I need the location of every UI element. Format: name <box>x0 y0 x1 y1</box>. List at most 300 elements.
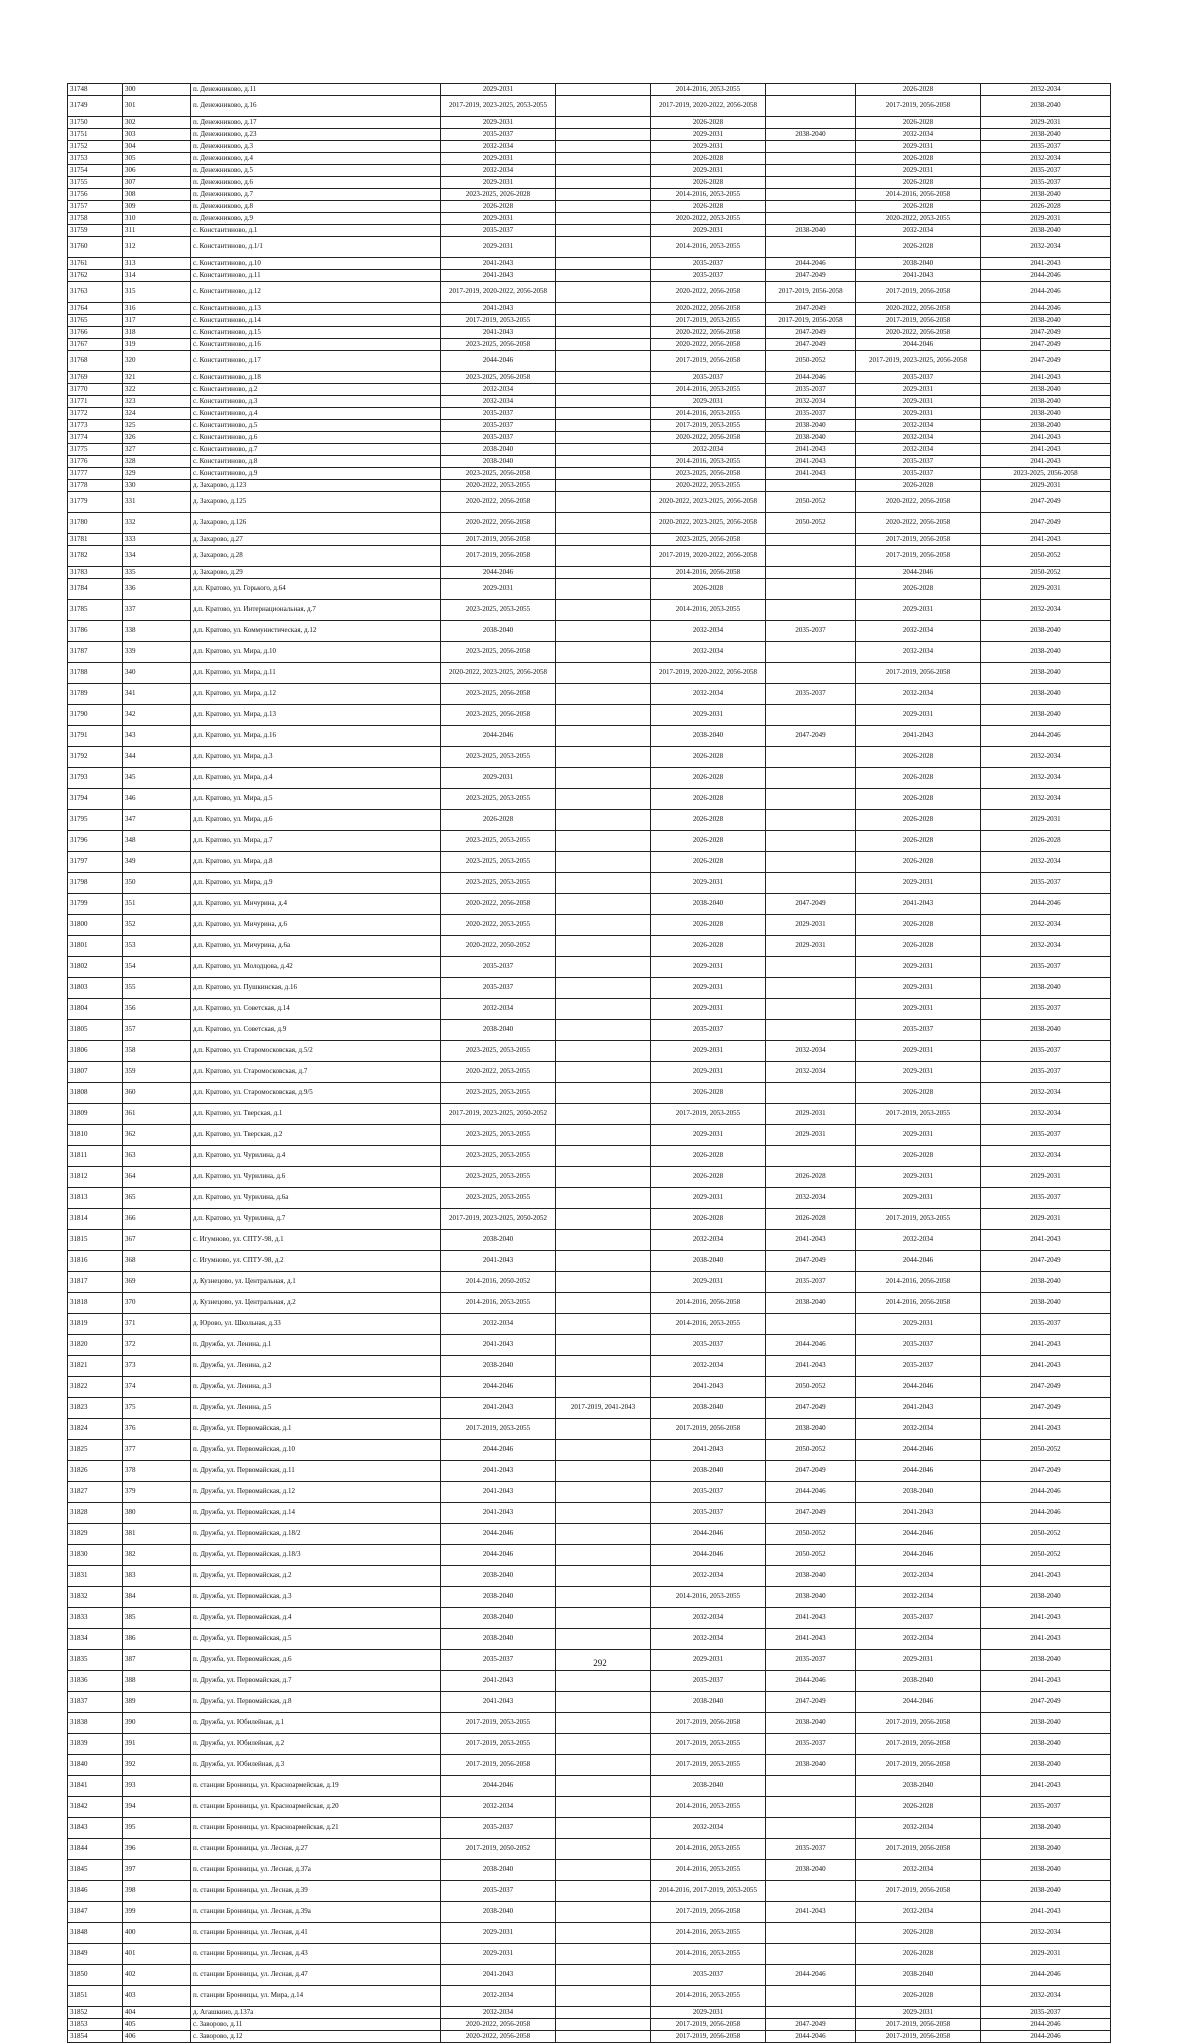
cell-row-number: 336 <box>123 579 191 600</box>
cell-period-col-6: 2029-2031 <box>981 1167 1111 1188</box>
cell-address: с. Константиново, д.1/1 <box>191 237 441 258</box>
cell-period-col-3: 2029-2031 <box>651 1041 766 1062</box>
cell-period-col-4: 2035-2037 <box>766 684 856 705</box>
cell-period-col-2 <box>556 1167 651 1188</box>
table-row <box>68 213 1111 225</box>
cell-address: д.п. Кратово, ул. Мира, д.13 <box>191 705 441 726</box>
cell-row-number: 342 <box>123 705 191 726</box>
cell-address: д.п. Кратово, ул. Мира, д.7 <box>191 831 441 852</box>
cell-period-col-6: 2041-2043 <box>981 1671 1111 1692</box>
cell-period-col-6: 2032-2034 <box>981 936 1111 957</box>
cell-period-col-6: 2035-2037 <box>981 1125 1111 1146</box>
cell-period-col-4: 2038-2040 <box>766 1713 856 1734</box>
table-row <box>68 258 1111 270</box>
cell-period-col-6: 2038-2040 <box>981 705 1111 726</box>
cell-period-col-2 <box>556 1419 651 1440</box>
cell-period-col-2 <box>556 894 651 915</box>
cell-period-col-3: 2014-2016, 2053-2055 <box>651 408 766 420</box>
cell-period-col-6: 2035-2037 <box>981 165 1111 177</box>
cell-row-number: 343 <box>123 726 191 747</box>
cell-record-id: 31834 <box>68 1629 123 1650</box>
cell-record-id: 31825 <box>68 1440 123 1461</box>
cell-period-col-4: 2038-2040 <box>766 1587 856 1608</box>
cell-row-number: 345 <box>123 768 191 789</box>
cell-record-id: 31776 <box>68 456 123 468</box>
cell-period-col-5: 2029-2031 <box>856 141 981 153</box>
cell-period-col-4 <box>766 546 856 567</box>
cell-address: д.п. Кратово, ул. Мира, д.6 <box>191 810 441 831</box>
cell-period-col-3: 2017-2019, 2020-2022, 2056-2058 <box>651 96 766 117</box>
cell-address: д.п. Кратово, ул. Мира, д.10 <box>191 642 441 663</box>
cell-period-col-5: 2026-2028 <box>856 915 981 936</box>
cell-period-col-1: 2038-2040 <box>441 1230 556 1251</box>
cell-period-col-2 <box>556 270 651 282</box>
cell-address: д.п. Кратово, ул. Мира, д.11 <box>191 663 441 684</box>
cell-period-col-2 <box>556 1083 651 1104</box>
cell-period-col-1: 2044-2046 <box>441 1545 556 1566</box>
cell-period-col-3: 2017-2019, 2056-2058 <box>651 351 766 372</box>
cell-record-id: 31810 <box>68 1125 123 1146</box>
table-row <box>68 1965 1111 1986</box>
cell-record-id: 31787 <box>68 642 123 663</box>
table-body <box>68 84 1111 2043</box>
cell-record-id: 31840 <box>68 1755 123 1776</box>
cell-record-id: 31848 <box>68 1923 123 1944</box>
cell-row-number: 358 <box>123 1041 191 1062</box>
cell-period-col-1: 2041-2043 <box>441 1482 556 1503</box>
cell-record-id: 31841 <box>68 1776 123 1797</box>
cell-period-col-3: 2038-2040 <box>651 1461 766 1482</box>
cell-period-col-1: 2023-2025, 2053-2055 <box>441 789 556 810</box>
cell-period-col-2 <box>556 1986 651 2007</box>
cell-period-col-5: 2029-2031 <box>856 1188 981 1209</box>
cell-record-id: 31766 <box>68 327 123 339</box>
cell-period-col-5: 2017-2019, 2056-2058 <box>856 1734 981 1755</box>
cell-period-col-3: 2014-2016, 2053-2055 <box>651 1314 766 1335</box>
cell-period-col-5: 2029-2031 <box>856 705 981 726</box>
table-row <box>68 270 1111 282</box>
cell-address: п. Дружба, ул. Ленина, д.2 <box>191 1356 441 1377</box>
cell-row-number: 331 <box>123 492 191 513</box>
cell-row-number: 324 <box>123 408 191 420</box>
cell-period-col-1: 2020-2022, 2056-2058 <box>441 513 556 534</box>
cell-period-col-1: 2029-2031 <box>441 579 556 600</box>
cell-period-col-1: 2023-2025, 2053-2055 <box>441 1146 556 1167</box>
cell-period-col-6: 2044-2046 <box>981 1965 1111 1986</box>
cell-period-col-3: 2029-2031 <box>651 957 766 978</box>
cell-period-col-1: 2041-2043 <box>441 258 556 270</box>
cell-period-col-2 <box>556 1902 651 1923</box>
cell-period-col-2 <box>556 189 651 201</box>
cell-record-id: 31833 <box>68 1608 123 1629</box>
table-row <box>68 1125 1111 1146</box>
cell-period-col-1: 2029-2031 <box>441 84 556 96</box>
cell-period-col-2 <box>556 1965 651 1986</box>
cell-row-number: 316 <box>123 303 191 315</box>
cell-record-id: 31791 <box>68 726 123 747</box>
cell-period-col-4 <box>766 153 856 165</box>
cell-record-id: 31796 <box>68 831 123 852</box>
cell-period-col-1: 2038-2040 <box>441 1020 556 1041</box>
cell-period-col-3: 2032-2034 <box>651 621 766 642</box>
cell-period-col-3: 2014-2016, 2053-2055 <box>651 1839 766 1860</box>
cell-period-col-4 <box>766 768 856 789</box>
cell-period-col-2 <box>556 327 651 339</box>
cell-record-id: 31756 <box>68 189 123 201</box>
cell-period-col-1: 2044-2046 <box>441 1776 556 1797</box>
cell-period-col-1: 2038-2040 <box>441 1608 556 1629</box>
cell-period-col-5: 2026-2028 <box>856 1944 981 1965</box>
cell-row-number: 390 <box>123 1713 191 1734</box>
cell-period-col-2 <box>556 1461 651 1482</box>
cell-period-col-4 <box>766 831 856 852</box>
cell-period-col-5: 2029-2031 <box>856 165 981 177</box>
cell-period-col-5: 2017-2019, 2056-2058 <box>856 96 981 117</box>
cell-period-col-2 <box>556 747 651 768</box>
cell-period-col-5: 2032-2034 <box>856 129 981 141</box>
cell-period-col-4: 2047-2049 <box>766 327 856 339</box>
table-row <box>68 978 1111 999</box>
cell-period-col-5: 2017-2019, 2056-2058 <box>856 1881 981 1902</box>
cell-row-number: 326 <box>123 432 191 444</box>
cell-period-col-1: 2020-2022, 2053-2055 <box>441 480 556 492</box>
cell-row-number: 327 <box>123 444 191 456</box>
cell-period-col-2 <box>556 621 651 642</box>
cell-address: д. Кузнецово, ул. Центральная, д.2 <box>191 1293 441 1314</box>
cell-period-col-4 <box>766 747 856 768</box>
cell-period-col-2 <box>556 567 651 579</box>
cell-row-number: 335 <box>123 567 191 579</box>
cell-period-col-3: 2014-2016, 2053-2055 <box>651 1860 766 1881</box>
cell-period-col-2 <box>556 2019 651 2031</box>
cell-period-col-5: 2020-2022, 2056-2058 <box>856 303 981 315</box>
cell-address: п. Дружба, ул. Юбилейная, д.3 <box>191 1755 441 1776</box>
cell-row-number: 362 <box>123 1125 191 1146</box>
cell-row-number: 376 <box>123 1419 191 1440</box>
cell-address: д. Захарово, д.125 <box>191 492 441 513</box>
cell-period-col-4 <box>766 84 856 96</box>
cell-address: с. Константиново, д.17 <box>191 351 441 372</box>
cell-period-col-1: 2038-2040 <box>441 1587 556 1608</box>
cell-row-number: 397 <box>123 1860 191 1881</box>
cell-period-col-3: 2014-2016, 2053-2055 <box>651 237 766 258</box>
cell-period-col-6: 2038-2040 <box>981 1293 1111 1314</box>
cell-address: п. Денежниково, д.7 <box>191 189 441 201</box>
table-row <box>68 315 1111 327</box>
cell-record-id: 31852 <box>68 2007 123 2019</box>
cell-period-col-3: 2014-2016, 2053-2055 <box>651 189 766 201</box>
cell-row-number: 302 <box>123 117 191 129</box>
cell-period-col-1: 2020-2022, 2056-2058 <box>441 2031 556 2043</box>
cell-period-col-2 <box>556 129 651 141</box>
cell-period-col-1: 2038-2040 <box>441 1356 556 1377</box>
cell-period-col-2 <box>556 432 651 444</box>
cell-address: п. Дружба, ул. Ленина, д.5 <box>191 1398 441 1419</box>
cell-period-col-6: 2032-2034 <box>981 1986 1111 2007</box>
cell-period-col-6: 2041-2043 <box>981 432 1111 444</box>
cell-period-col-4: 2026-2028 <box>766 1167 856 1188</box>
table-row <box>68 1146 1111 1167</box>
table-row <box>68 165 1111 177</box>
cell-period-col-5: 2041-2043 <box>856 894 981 915</box>
cell-period-col-1: 2023-2025, 2053-2055 <box>441 747 556 768</box>
cell-period-col-5: 2041-2043 <box>856 1503 981 1524</box>
cell-address: с. Константиново, д.9 <box>191 468 441 480</box>
cell-row-number: 350 <box>123 873 191 894</box>
cell-period-col-1: 2023-2025, 2056-2058 <box>441 372 556 384</box>
cell-period-col-3: 2035-2037 <box>651 1482 766 1503</box>
cell-period-col-2 <box>556 1020 651 1041</box>
cell-address: п. Дружба, ул. Первомайская, д.14 <box>191 1503 441 1524</box>
cell-period-col-6: 2032-2034 <box>981 84 1111 96</box>
cell-period-col-6: 2041-2043 <box>981 1629 1111 1650</box>
cell-address: д.п. Кратово, ул. Чурилина, д.7 <box>191 1209 441 1230</box>
cell-address: п. станции Бронницы, ул. Красноармейская, д.19 <box>191 1776 441 1797</box>
table-row <box>68 1923 1111 1944</box>
cell-period-col-1: 2044-2046 <box>441 1377 556 1398</box>
cell-row-number: 405 <box>123 2019 191 2031</box>
cell-period-col-2 <box>556 1062 651 1083</box>
cell-period-col-4 <box>766 213 856 225</box>
cell-row-number: 354 <box>123 957 191 978</box>
cell-row-number: 332 <box>123 513 191 534</box>
cell-period-col-1: 2023-2025, 2056-2058 <box>441 339 556 351</box>
cell-address: п. Дружба, ул. Первомайская, д.12 <box>191 1482 441 1503</box>
cell-row-number: 328 <box>123 456 191 468</box>
cell-period-col-3: 2032-2034 <box>651 1566 766 1587</box>
cell-period-col-4: 2047-2049 <box>766 2019 856 2031</box>
cell-record-id: 31797 <box>68 852 123 873</box>
cell-row-number: 364 <box>123 1167 191 1188</box>
cell-period-col-2 <box>556 492 651 513</box>
cell-period-col-2 <box>556 372 651 384</box>
cell-period-col-3: 2026-2028 <box>651 852 766 873</box>
cell-row-number: 357 <box>123 1020 191 1041</box>
cell-period-col-5: 2044-2046 <box>856 1251 981 1272</box>
cell-row-number: 341 <box>123 684 191 705</box>
cell-address: д.п. Кратово, ул. Мира, д.4 <box>191 768 441 789</box>
cell-address: д.п. Кратово, ул. Мичурина, д.4 <box>191 894 441 915</box>
cell-row-number: 313 <box>123 258 191 270</box>
cell-address: с. Константиново, д.11 <box>191 270 441 282</box>
cell-record-id: 31794 <box>68 789 123 810</box>
cell-period-col-5: 2014-2016, 2056-2058 <box>856 1272 981 1293</box>
cell-period-col-3: 2035-2037 <box>651 270 766 282</box>
cell-period-col-3: 2026-2028 <box>651 1209 766 1230</box>
cell-period-col-3: 2038-2040 <box>651 1251 766 1272</box>
cell-period-col-2 <box>556 420 651 432</box>
cell-period-col-6: 2044-2046 <box>981 303 1111 315</box>
table-row <box>68 513 1111 534</box>
cell-period-col-3: 2041-2043 <box>651 1440 766 1461</box>
cell-period-col-5: 2032-2034 <box>856 1818 981 1839</box>
cell-period-col-2 <box>556 1923 651 1944</box>
cell-record-id: 31821 <box>68 1356 123 1377</box>
cell-period-col-1: 2029-2031 <box>441 177 556 189</box>
cell-period-col-3: 2017-2019, 2053-2055 <box>651 1755 766 1776</box>
cell-period-col-6: 2038-2040 <box>981 1272 1111 1293</box>
cell-period-col-2 <box>556 1125 651 1146</box>
cell-period-col-2 <box>556 1314 651 1335</box>
table-row <box>68 177 1111 189</box>
cell-period-col-6: 2026-2028 <box>981 201 1111 213</box>
cell-row-number: 317 <box>123 315 191 327</box>
table-row <box>68 153 1111 165</box>
cell-period-col-2 <box>556 1587 651 1608</box>
cell-period-col-3: 2044-2046 <box>651 1545 766 1566</box>
table-row <box>68 768 1111 789</box>
cell-period-col-1: 2038-2040 <box>441 456 556 468</box>
cell-period-col-5: 2032-2034 <box>856 1230 981 1251</box>
cell-period-col-3: 2026-2028 <box>651 936 766 957</box>
cell-period-col-1: 2035-2037 <box>441 420 556 432</box>
cell-row-number: 355 <box>123 978 191 999</box>
cell-address: п. станции Бронницы, ул. Красноармейская, д.20 <box>191 1797 441 1818</box>
cell-period-col-5: 2032-2034 <box>856 444 981 456</box>
cell-period-col-1: 2038-2040 <box>441 1566 556 1587</box>
cell-period-col-2 <box>556 1440 651 1461</box>
cell-period-col-2 <box>556 1818 651 1839</box>
cell-address: п. станции Бронницы, ул. Лесная, д.37а <box>191 1860 441 1881</box>
cell-row-number: 372 <box>123 1335 191 1356</box>
cell-period-col-3: 2017-2019, 2056-2058 <box>651 1713 766 1734</box>
cell-record-id: 31836 <box>68 1671 123 1692</box>
table-row <box>68 1083 1111 1104</box>
cell-period-col-1: 2029-2031 <box>441 1923 556 1944</box>
cell-period-col-4: 2038-2040 <box>766 1755 856 1776</box>
cell-row-number: 333 <box>123 534 191 546</box>
cell-address: п. Денежниково, д.8 <box>191 201 441 213</box>
cell-period-col-6: 2032-2034 <box>981 852 1111 873</box>
cell-period-col-1: 2041-2043 <box>441 1461 556 1482</box>
cell-period-col-4: 2029-2031 <box>766 936 856 957</box>
cell-address: п. Денежниково, д.17 <box>191 117 441 129</box>
cell-period-col-4 <box>766 2007 856 2019</box>
cell-row-number: 351 <box>123 894 191 915</box>
cell-period-col-5: 2020-2022, 2056-2058 <box>856 327 981 339</box>
cell-period-col-6: 2041-2043 <box>981 1335 1111 1356</box>
cell-record-id: 31851 <box>68 1986 123 2007</box>
table-row <box>68 1587 1111 1608</box>
cell-period-col-4: 2038-2040 <box>766 432 856 444</box>
cell-period-col-2 <box>556 705 651 726</box>
cell-row-number: 305 <box>123 153 191 165</box>
cell-period-col-4: 2038-2040 <box>766 1419 856 1440</box>
cell-period-col-5: 2026-2028 <box>856 177 981 189</box>
cell-period-col-1: 2041-2043 <box>441 1251 556 1272</box>
cell-period-col-5: 2026-2028 <box>856 117 981 129</box>
cell-address: д. Юрово, ул. Школьная, д.33 <box>191 1314 441 1335</box>
cell-row-number: 347 <box>123 810 191 831</box>
cell-period-col-4 <box>766 957 856 978</box>
cell-address: п. Дружба, ул. Первомайская, д.1 <box>191 1419 441 1440</box>
cell-period-col-6: 2029-2031 <box>981 117 1111 129</box>
cell-period-col-6: 2050-2052 <box>981 567 1111 579</box>
cell-period-col-5: 2044-2046 <box>856 339 981 351</box>
cell-period-col-4 <box>766 1881 856 1902</box>
cell-period-col-3: 2029-2031 <box>651 978 766 999</box>
table-row <box>68 1776 1111 1797</box>
cell-row-number: 403 <box>123 1986 191 2007</box>
cell-record-id: 31767 <box>68 339 123 351</box>
cell-period-col-2 <box>556 1524 651 1545</box>
cell-period-col-5: 2029-2031 <box>856 1650 981 1671</box>
cell-row-number: 368 <box>123 1251 191 1272</box>
cell-period-col-6: 2032-2034 <box>981 747 1111 768</box>
cell-row-number: 359 <box>123 1062 191 1083</box>
cell-period-col-4: 2050-2052 <box>766 1377 856 1398</box>
cell-period-col-5: 2020-2022, 2053-2055 <box>856 213 981 225</box>
cell-address: д. Захарово, д.27 <box>191 534 441 546</box>
cell-period-col-3: 2026-2028 <box>651 810 766 831</box>
cell-record-id: 31785 <box>68 600 123 621</box>
cell-period-col-3: 2035-2037 <box>651 1020 766 1041</box>
cell-record-id: 31808 <box>68 1083 123 1104</box>
cell-record-id: 31749 <box>68 96 123 117</box>
cell-period-col-4: 2041-2043 <box>766 1608 856 1629</box>
cell-period-col-1: 2026-2028 <box>441 810 556 831</box>
cell-period-col-6: 2047-2049 <box>981 351 1111 372</box>
cell-period-col-6: 2038-2040 <box>981 225 1111 237</box>
cell-period-col-3: 2038-2040 <box>651 1692 766 1713</box>
cell-record-id: 31831 <box>68 1566 123 1587</box>
cell-record-id: 31837 <box>68 1692 123 1713</box>
cell-period-col-3: 2017-2019, 2056-2058 <box>651 1902 766 1923</box>
cell-record-id: 31792 <box>68 747 123 768</box>
cell-row-number: 300 <box>123 84 191 96</box>
cell-period-col-3: 2017-2019, 2053-2055 <box>651 420 766 432</box>
cell-row-number: 325 <box>123 420 191 432</box>
cell-period-col-1: 2035-2037 <box>441 129 556 141</box>
cell-period-col-4 <box>766 480 856 492</box>
cell-period-col-5: 2029-2031 <box>856 408 981 420</box>
cell-period-col-5: 2017-2019, 2023-2025, 2056-2058 <box>856 351 981 372</box>
table-row <box>68 384 1111 396</box>
cell-period-col-5: 2029-2031 <box>856 999 981 1020</box>
cell-period-col-6: 2029-2031 <box>981 1944 1111 1965</box>
cell-period-col-5: 2038-2040 <box>856 1671 981 1692</box>
cell-period-col-6: 2041-2043 <box>981 1566 1111 1587</box>
cell-period-col-1: 2035-2037 <box>441 225 556 237</box>
cell-period-col-5: 2029-2031 <box>856 384 981 396</box>
table-row <box>68 1671 1111 1692</box>
cell-period-col-1: 2038-2040 <box>441 1629 556 1650</box>
cell-period-col-4: 2041-2043 <box>766 468 856 480</box>
cell-row-number: 401 <box>123 1944 191 1965</box>
cell-record-id: 31832 <box>68 1587 123 1608</box>
cell-period-col-3: 2014-2016, 2056-2058 <box>651 1293 766 1314</box>
cell-period-col-5: 2026-2028 <box>856 789 981 810</box>
cell-record-id: 31773 <box>68 420 123 432</box>
table-row <box>68 237 1111 258</box>
cell-period-col-3: 2017-2019, 2056-2058 <box>651 1419 766 1440</box>
cell-period-col-3: 2026-2028 <box>651 789 766 810</box>
cell-period-col-2 <box>556 1335 651 1356</box>
cell-period-col-3: 2026-2028 <box>651 831 766 852</box>
cell-period-col-5: 2026-2028 <box>856 1797 981 1818</box>
cell-period-col-3: 2017-2019, 2056-2058 <box>651 2031 766 2043</box>
cell-record-id: 31789 <box>68 684 123 705</box>
cell-period-col-3: 2029-2031 <box>651 1125 766 1146</box>
cell-period-col-4 <box>766 1314 856 1335</box>
cell-period-col-6: 2050-2052 <box>981 1440 1111 1461</box>
cell-period-col-2 <box>556 1230 651 1251</box>
cell-period-col-3: 2032-2034 <box>651 1629 766 1650</box>
cell-row-number: 367 <box>123 1230 191 1251</box>
cell-address: д.п. Кратово, ул. Мира, д.12 <box>191 684 441 705</box>
cell-row-number: 320 <box>123 351 191 372</box>
cell-period-col-4: 2035-2037 <box>766 1839 856 1860</box>
